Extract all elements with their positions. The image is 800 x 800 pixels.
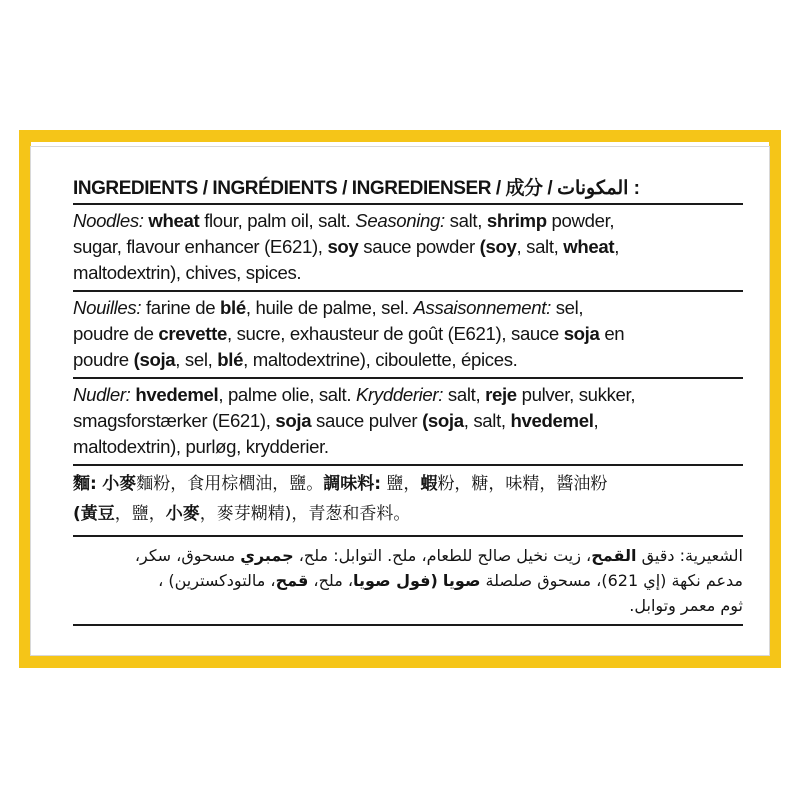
danish-text: maltodextrin), purløg, krydderier. xyxy=(73,436,329,457)
arabic-text: مدعم نكهة (إي 621)، مسحوق صلصلة xyxy=(480,571,743,590)
ingredients-danish-line-1 xyxy=(73,382,743,408)
french-text: farine de xyxy=(141,297,221,318)
french-noodles-label: Nouilles: xyxy=(73,297,142,318)
chinese-text: ，鹽， xyxy=(114,504,166,524)
french-text: poudre xyxy=(73,349,134,370)
chinese-allergen-wheat: 小麥 xyxy=(165,504,200,524)
english-noodles-label: Noodles: xyxy=(73,210,144,231)
french-text: , sel, xyxy=(175,349,218,370)
arabic-allergen-wheat: القمح xyxy=(591,546,637,565)
danish-noodles-label: Nudler: xyxy=(73,384,131,405)
english-seasoning-label: Seasoning: xyxy=(355,210,445,231)
ingredients-danish-line-2 xyxy=(73,408,743,434)
danish-text: , palme olie, salt. xyxy=(218,384,356,405)
french-text: poudre de xyxy=(73,323,159,344)
chinese-text: ，麥芽糊精)，青葱和香料。 xyxy=(199,504,411,524)
danish-allergen-hvedemel: hvedemel xyxy=(135,384,219,405)
arabic-text: ثوم معمر وتوابل. xyxy=(629,596,743,615)
ingredients-english xyxy=(73,205,743,292)
ingredients-chinese xyxy=(73,466,743,537)
arabic-text: ، زيت نخيل صالح للطعام، ملح. التوابل: ملح، xyxy=(293,546,592,565)
ingredients-heading: INGREDIENTS / INGRÉDIENTS / INGREDIENSER / 成分 / المكونات : xyxy=(73,176,743,205)
ingredients-arabic-line-2 xyxy=(73,568,743,593)
english-allergen-wheat: wheat xyxy=(563,236,615,257)
french-text: sel, xyxy=(550,297,584,318)
ingredients-chinese-line-2 xyxy=(73,499,743,529)
ingredients-french-line-2 xyxy=(73,321,743,347)
arabic-text: ، مالتودكسترين) ، xyxy=(158,571,276,590)
chinese-text: 鹽， xyxy=(381,474,421,494)
french-allergen-ble: blé xyxy=(220,297,246,318)
danish-allergen-reje: reje xyxy=(485,384,517,405)
english-allergen-soy: (soy xyxy=(479,236,517,257)
french-seasoning-label: Assaisonnement: xyxy=(413,297,551,318)
ingredients-arabic xyxy=(73,537,743,626)
ingredients-danish-line-3 xyxy=(73,434,743,460)
arabic-allergen-soy: صويا xyxy=(442,571,481,590)
arabic-text: الشعيرية: دقيق xyxy=(636,546,743,565)
ingredients-french xyxy=(73,292,743,379)
ingredients-english-line-3 xyxy=(73,260,743,286)
ingredients-arabic-line-1 xyxy=(73,543,743,568)
french-text: en xyxy=(599,323,625,344)
chinese-noodles-label: 麵: xyxy=(73,474,97,494)
english-text: maltodextrin), chives, spices. xyxy=(73,262,302,283)
french-allergen-crevette: crevette xyxy=(158,323,227,344)
english-text: powder, xyxy=(546,210,615,231)
english-text: flour, palm oil, salt. xyxy=(199,210,356,231)
french-allergen-ble: blé xyxy=(217,349,244,370)
chinese-text: 粉，糖，味精，醬油粉 xyxy=(437,474,608,494)
english-allergen-shrimp: shrimp xyxy=(486,210,547,231)
french-allergen-soja: (soja xyxy=(133,349,176,370)
danish-allergen-soja: soja xyxy=(275,410,312,431)
chinese-seasoning-label: 調味料: xyxy=(323,474,382,494)
arabic-allergen-wheat: قمح xyxy=(275,571,309,590)
chinese-allergen-wheat: 小麥 xyxy=(102,474,137,494)
french-text: , sucre, exhausteur de goût (E621), sauce xyxy=(226,323,564,344)
french-text: , maltodextrine), ciboulette, épices. xyxy=(243,349,518,370)
danish-allergen-soja: (soja xyxy=(422,410,464,431)
french-text: , huile de palme, sel. xyxy=(245,297,414,318)
danish-allergen-hvedemel: hvedemel xyxy=(510,410,594,431)
english-text: , salt, xyxy=(516,236,564,257)
ingredients-arabic-line-3 xyxy=(73,593,743,618)
ingredients-english-line-1 xyxy=(73,208,743,234)
english-allergen-soy: soy xyxy=(327,236,359,257)
english-text: sugar, flavour enhancer (E621), xyxy=(73,236,328,257)
danish-text: smagsforstærker (E621), xyxy=(73,410,276,431)
chinese-allergen-shrimp: 蝦 xyxy=(420,474,438,494)
arabic-allergen-shrimp: جمبري xyxy=(240,546,294,565)
ingredients-chinese-line-1 xyxy=(73,469,743,499)
arabic-text: مسحوق، سكر، xyxy=(134,546,241,565)
danish-seasoning-label: Krydderier: xyxy=(356,384,444,405)
ingredients-danish xyxy=(73,379,743,466)
english-text: , xyxy=(614,236,620,257)
danish-text: pulver, sukker, xyxy=(516,384,636,405)
english-text: salt, xyxy=(444,210,487,231)
english-allergen-wheat: wheat xyxy=(148,210,200,231)
danish-text: , salt, xyxy=(463,410,511,431)
english-text: sauce powder xyxy=(358,236,480,257)
chinese-allergen-soybean: (黃豆 xyxy=(73,504,115,524)
ingredients-french-line-3 xyxy=(73,347,743,373)
danish-text: salt, xyxy=(443,384,486,405)
ingredients-french-line-1 xyxy=(73,295,743,321)
danish-text: , xyxy=(593,410,599,431)
arabic-text: ، ملح، xyxy=(308,571,354,590)
danish-text: sauce pulver xyxy=(311,410,423,431)
ingredients-english-line-2 xyxy=(73,234,743,260)
arabic-allergen-soybean: (فول صويا xyxy=(353,571,438,590)
french-allergen-soja: soja xyxy=(563,323,600,344)
ingredients-panel xyxy=(73,176,743,626)
chinese-text: 麵粉，食用棕櫚油，鹽。 xyxy=(136,474,324,494)
